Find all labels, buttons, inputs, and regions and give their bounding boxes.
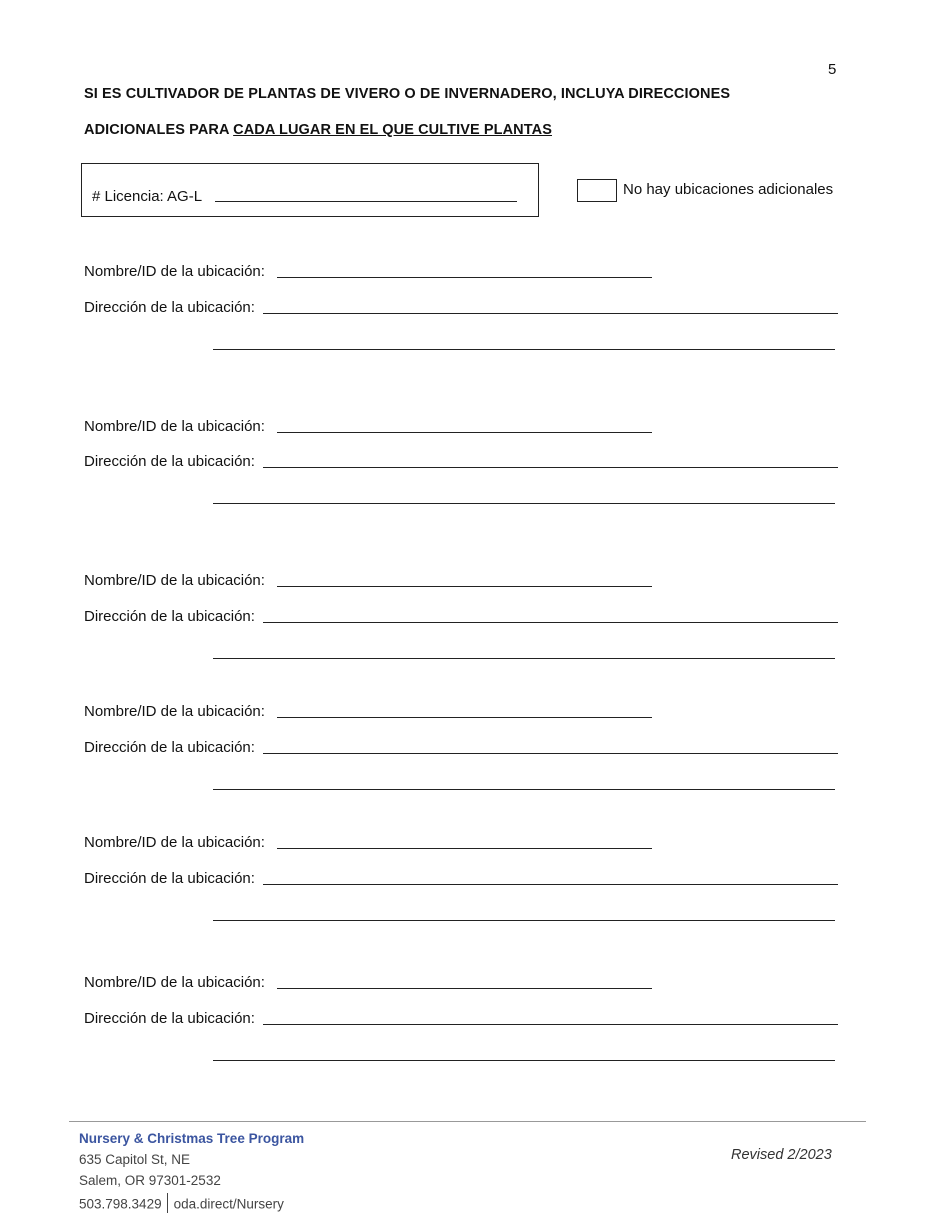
location-name-label: Nombre/ID de la ubicación:: [84, 263, 265, 280]
footer-program-name: Nursery & Christmas Tree Program: [79, 1131, 305, 1146]
location-address-input[interactable]: [263, 753, 838, 754]
heading-prefix: ADICIONALES PARA: [84, 122, 234, 138]
footer-divider: [69, 1121, 866, 1122]
footer-web-link[interactable]: oda.direct/Nursery: [173, 1196, 284, 1212]
location-name-input[interactable]: [277, 586, 652, 587]
location-address-input-2[interactable]: [213, 920, 835, 921]
location-address-input[interactable]: [263, 313, 838, 314]
footer-city: Salem, OR 97301-2532: [79, 1173, 221, 1188]
location-name-input[interactable]: [277, 988, 652, 989]
location-name-input[interactable]: [277, 717, 652, 718]
location-address-input-2[interactable]: [213, 503, 835, 504]
location-address-input[interactable]: [263, 622, 838, 623]
location-name-label: Nombre/ID de la ubicación:: [84, 703, 265, 720]
footer-phone: 503.798.3429: [79, 1196, 162, 1212]
location-address-input[interactable]: [263, 467, 838, 468]
section-heading-line1: SI ES CULTIVADOR DE PLANTAS DE VIVERO O DE INVERNADERO, INCLUYA DIRECCIONES: [84, 86, 731, 102]
footer-street: 635 Capitol St, NE: [79, 1152, 191, 1167]
location-address-label: Dirección de la ubicación:: [84, 739, 255, 756]
location-name-label: Nombre/ID de la ubicación:: [84, 572, 265, 589]
location-address-input-2[interactable]: [213, 789, 835, 790]
location-address-label: Dirección de la ubicación:: [84, 870, 255, 887]
heading-underlined: CADA LUGAR EN EL QUE CULTIVE PLANTAS: [233, 122, 552, 138]
license-input[interactable]: [215, 201, 517, 202]
location-name-input[interactable]: [277, 432, 652, 433]
location-address-label: Dirección de la ubicación:: [84, 608, 255, 625]
location-name-label: Nombre/ID de la ubicación:: [84, 834, 265, 851]
location-address-label: Dirección de la ubicación:: [84, 1010, 255, 1027]
location-address-input-2[interactable]: [213, 1060, 835, 1061]
no-additional-locations-label: No hay ubicaciones adicionales: [623, 181, 834, 198]
location-address-label: Dirección de la ubicación:: [84, 299, 255, 316]
page-number: 5: [828, 61, 837, 78]
footer-separator: [167, 1193, 168, 1213]
footer-contact: [79, 1195, 284, 1215]
location-name-label: Nombre/ID de la ubicación:: [84, 418, 265, 435]
location-address-input[interactable]: [263, 1024, 838, 1025]
location-address-input[interactable]: [263, 884, 838, 885]
location-address-label: Dirección de la ubicación:: [84, 453, 255, 470]
section-heading-line2: [84, 122, 552, 138]
location-address-input-2[interactable]: [213, 349, 835, 350]
location-name-label: Nombre/ID de la ubicación:: [84, 974, 265, 991]
location-name-input[interactable]: [277, 277, 652, 278]
license-label: # Licencia: AG-L: [92, 188, 203, 205]
location-address-input-2[interactable]: [213, 658, 835, 659]
location-name-input[interactable]: [277, 848, 652, 849]
no-additional-locations-checkbox[interactable]: [577, 179, 617, 202]
revised-date: Revised 2/2023: [731, 1147, 832, 1163]
